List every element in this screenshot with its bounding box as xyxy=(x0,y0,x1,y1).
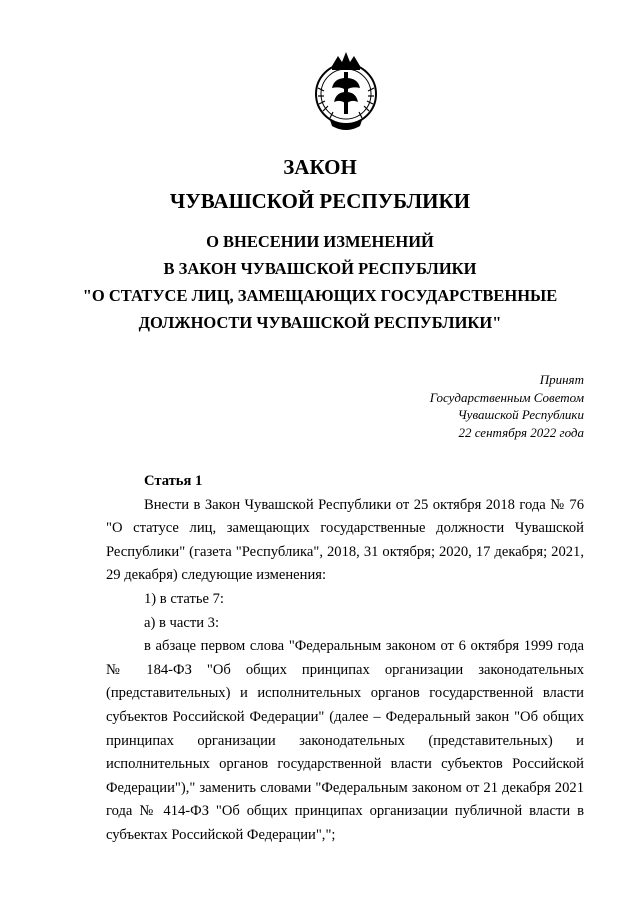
adoption-line1: Принят xyxy=(539,372,584,387)
law-title-line1: ЗАКОН xyxy=(283,155,357,179)
law-title-line2: ЧУВАШСКОЙ РЕСПУБЛИКИ xyxy=(169,189,471,213)
law-subject-line3: "О СТАТУСЕ ЛИЦ, ЗАМЕЩАЮЩИХ ГОСУДАРСТВЕННЫЕ xyxy=(82,286,558,305)
law-body xyxy=(106,470,584,848)
list-item-1: 1) в статье 7: xyxy=(144,590,224,607)
law-subject-line1: О ВНЕСЕНИИ ИЗМЕНЕНИЙ xyxy=(206,232,434,251)
law-subject-line4: ДОЛЖНОСТИ ЧУВАШСКОЙ РЕСПУБЛИКИ" xyxy=(138,313,502,332)
list-item-a: а) в части 3: xyxy=(144,614,220,631)
paragraph-intro: Внести в Закон Чувашской Республики от 25 октября 2018 года № 76 "О статусе лиц, замещающих государственные должности Чувашской Республики" (газета "Республика", 2018, 31 октября; 2020, 17 декабря; 2021, 29 декабря) следующие изменения: xyxy=(106,496,584,584)
adoption-line2: Государственным Советом xyxy=(429,389,584,405)
adoption-note xyxy=(430,371,584,441)
paragraph-amendment: в абзаце первом слова "Федеральным законом от 6 октября 1999 года № 184-ФЗ "Об общих принципах организации законодательных (представительных) и исполнительных органов государственной власти субъектов Российской Федерации" (далее – Федеральный закон "Об общих принципах организации законодательных (представительных) и исполнительных органов государственной власти субъектов Российской Федерации")," заменить словами "Федеральным законом от 21 декабря 2021 года № 414-ФЗ "Об общих принципах организации публичной власти в субъектах Российской Федерации","; xyxy=(106,638,584,843)
article-heading: Статья 1 xyxy=(144,473,203,489)
adoption-line3: Чувашской Республики xyxy=(457,407,584,422)
law-subject-line2: В ЗАКОН ЧУВАШСКОЙ РЕСПУБЛИКИ xyxy=(163,259,477,278)
adoption-date: 22 сентября 2022 года xyxy=(458,424,584,440)
law-subject xyxy=(0,228,640,336)
law-title xyxy=(0,150,640,218)
chuvash-emblem-icon xyxy=(310,48,382,136)
